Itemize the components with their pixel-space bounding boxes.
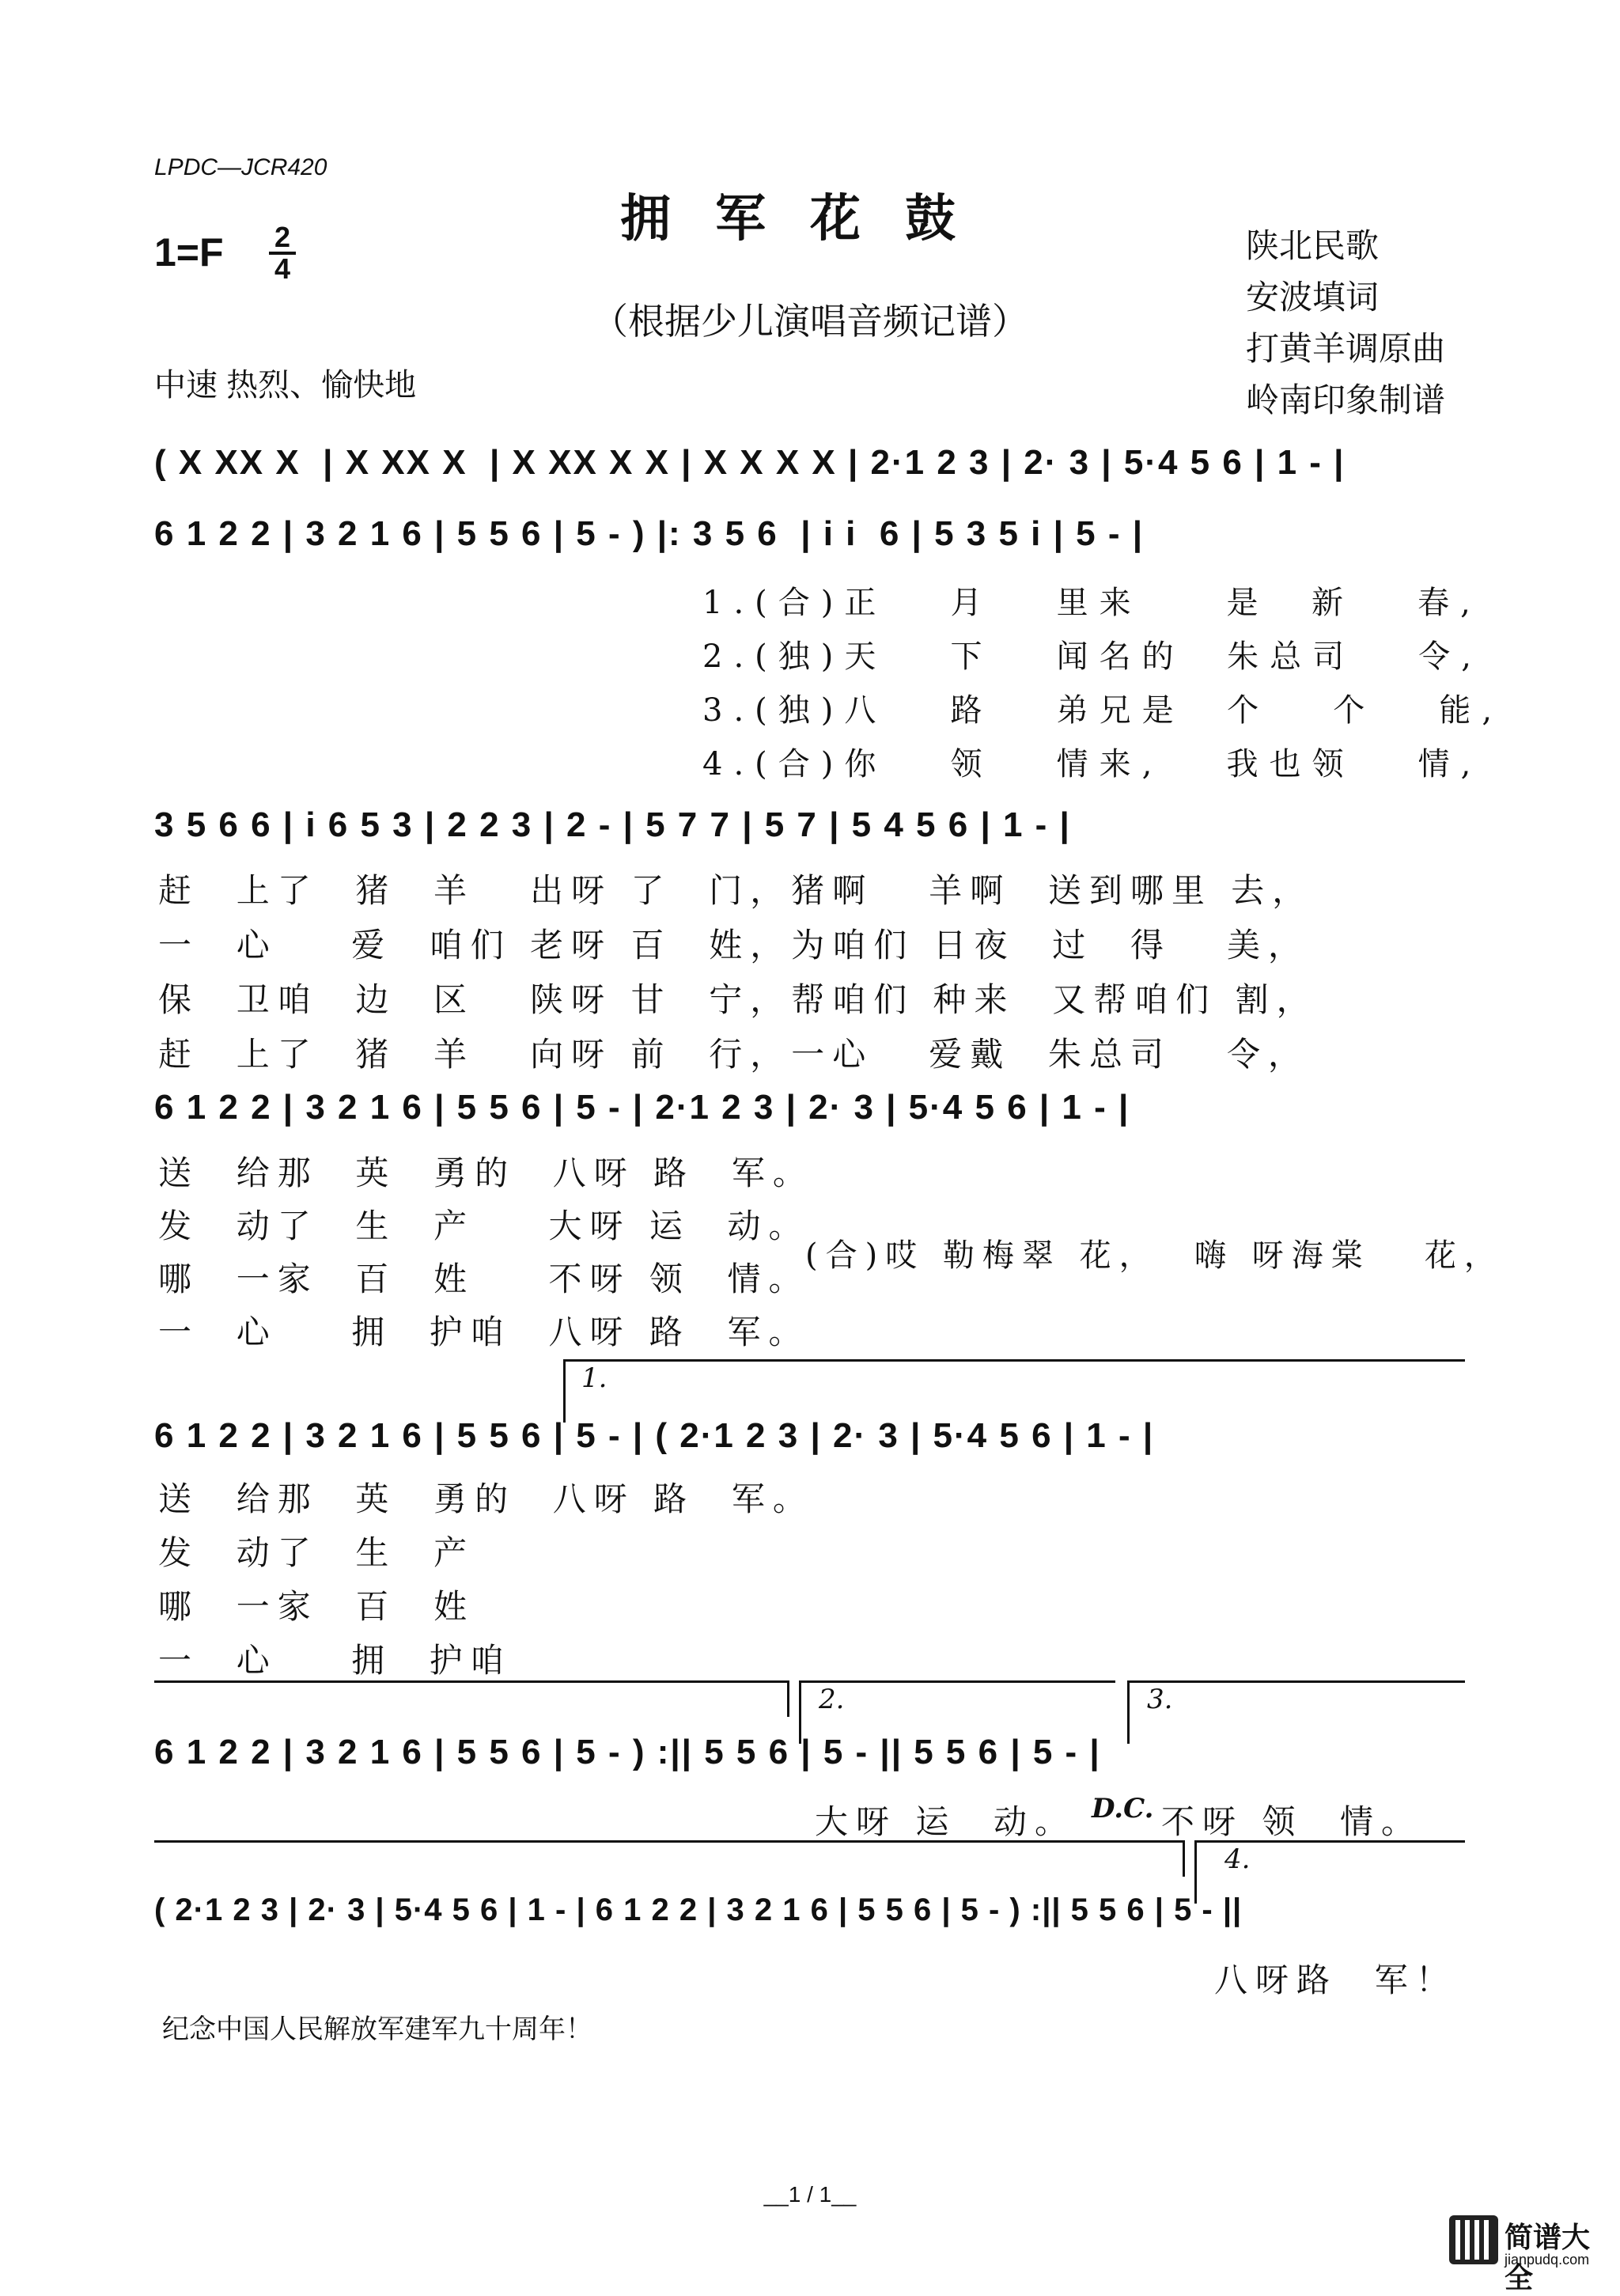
row4-lyric-3: 哪 一家 百 姓 不呀 领 情。 [158,1260,810,1298]
volta-4-label: 4. [1224,1843,1251,1875]
credit-tune: 打黄羊调原曲 [1246,329,1446,368]
credit-origin: 陕北民歌 [1246,226,1380,265]
notation-row-5: 6 1 2 2 | 3 2 1 6 | 5 5 6 | 5 - | ( 2·1 2 3 | 2· 3 | 5·4 5 6 | 1 - | [154,1416,1155,1455]
verse-line-3: 3.(独)八 路 弟兄是 个 个 能, [702,692,1504,729]
volta-2-label: 2. [819,1684,845,1715]
song-subtitle: （根据少儿演唱音频记谱） [592,300,1028,343]
row4-lyric-2: 发 动了 生 产 大呀 运 动。 [158,1207,810,1245]
notation-row-2: 6 1 2 2 | 3 2 1 6 | 5 5 6 | 5 - ) |: 3 5 6 | i i 6 | 5 3 5 i | 5 - | [154,514,1145,553]
logo-url: jianpudq.com [1505,2252,1590,2268]
notation-row-7: ( 2·1 2 3 | 2· 3 | 5·4 5 6 | 1 - | 6 1 2 2 | 3 2 1 6 | 5 5 6 | 5 - ) :|| 5 5 6 | 5 - || [154,1892,1243,1927]
score-code: LPDC—JCR420 [154,154,327,180]
verse-line-2: 2.(独)天 下 闻名的 朱总司 令, [702,638,1482,675]
notation-row-4: 6 1 2 2 | 3 2 1 6 | 5 5 6 | 5 - | 2·1 2 3 | 2· 3 | 5·4 5 6 | 1 - | [154,1088,1130,1127]
chorus-lyric: (合)哎 勒梅翠 花， 嗨 呀海棠 花， [805,1237,1504,1274]
piano-keys-icon [1449,2215,1498,2264]
row4-lyric-1: 送 给那 英 勇的 八呀 路 军。 [158,1154,814,1192]
verse-line-1: 1.(合)正 月 里来 是 新 春, [702,585,1482,621]
song-title: 拥军花鼓 [620,189,1000,248]
meter-bottom: 4 [274,252,291,285]
tempo-marking: 中速 热烈、愉快地 [154,368,417,403]
row3-lyric-4: 赶 上了 猪 羊 向呀 前 行，一心 爱戴 朱总司 令， [158,1035,1310,1074]
credits [1246,220,1445,426]
volta-3-end-hook [1183,1840,1185,1877]
row5-lyric-3: 哪 一家 百 姓 [158,1587,475,1626]
credit-engraver: 岭南印象制谱 [1246,381,1446,419]
meter-top: 2 [269,223,296,255]
dedication: 纪念中国人民解放军建军九十周年！ [162,2014,592,2044]
row5-lyric-2: 发 动了 生 产 [158,1533,475,1572]
volta-1-hook [563,1359,566,1423]
notation-row-6: 6 1 2 2 | 3 2 1 6 | 5 5 6 | 5 - ) :|| 5 5 6 | 5 - || 5 5 6 | 5 - | [154,1733,1101,1771]
key-signature: 1=F [154,230,224,275]
row3-lyric-3: 保 卫咱 边 区 陕呀 甘 宁，帮咱们 种来 又帮咱们 割， [158,980,1318,1019]
verse-line-4: 4.(合)你 领 情来, 我也领 情, [702,746,1482,782]
notation-row-3: 3 5 6 6 | i 6 5 3 | 2 2 3 | 2 - | 5 7 7 | 5 7 | 5 4 5 6 | 1 - | [154,805,1071,844]
row6-lyric-3: 不呀 领 情。 [1161,1802,1423,1841]
credit-lyricist: 安波填词 [1246,278,1380,316]
dc-marking: D.C. [1092,1793,1154,1824]
volta-4-bracket [1194,1840,1465,1843]
volta-3-label: 3. [1147,1684,1173,1715]
row5-lyric-1: 送 给那 英 勇的 八呀 路 军。 [158,1480,814,1518]
volta-1-end-hook [787,1680,789,1717]
page-number: __1 / 1__ [763,2182,857,2207]
row7-lyric: 八呀路 军！ [1214,1961,1457,1999]
volta-1-bracket [563,1359,1465,1362]
time-signature [269,223,296,283]
row4-lyric-4: 一 心 拥 护咱 八呀 路 军。 [158,1313,810,1351]
row3-lyric-2: 一 心 爱 咱们 老呀 百 姓，为咱们 日夜 过 得 美， [158,926,1310,964]
notation-row-1: ( X XX X | X XX X | X XX X X | X X X X | 2·1 2 3 | 2· 3 | 5·4 5 6 | 1 - | [154,443,1346,482]
site-logo [1449,2215,1607,2294]
volta-1-label: 1. [581,1362,608,1394]
volta-1-end-line [154,1680,787,1683]
volta-2-bracket [799,1680,1115,1683]
volta-3-bracket [1127,1680,1465,1683]
row5-lyric-4: 一 心 拥 护咱 [158,1641,512,1680]
row3-lyric-1: 赶 上了 猪 羊 出呀 了 门，猪啊 羊啊 送到哪里 去， [158,871,1314,910]
row6-lyric-2: 大呀 运 动。 [815,1802,1077,1841]
volta-3-end-line [154,1840,1183,1843]
logo-name: 简谱大全 [1505,2222,1591,2294]
